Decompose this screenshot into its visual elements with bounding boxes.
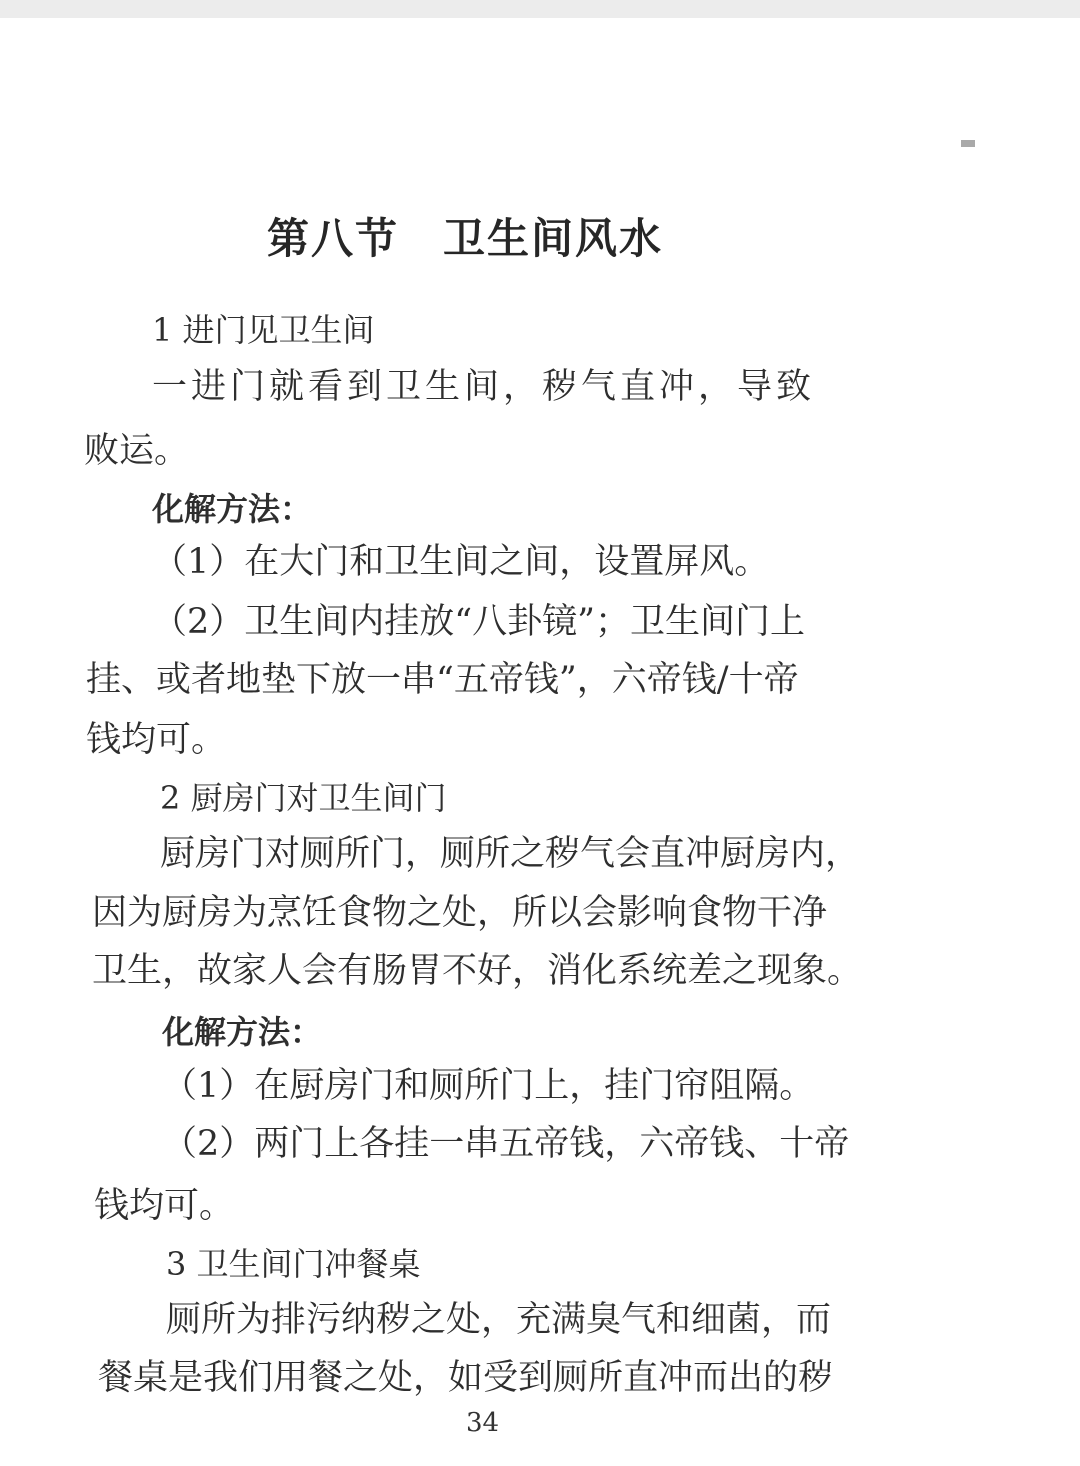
heading-2: 2 厨房门对卫生间门 (160, 779, 447, 817)
body-line: 厨房门对厕所门，厕所之秽气会直冲厨房内， (160, 834, 861, 874)
body-line: （1）在大门和卫生间之间，设置屏风。 (152, 542, 770, 582)
remedy-label: 化解方法： (162, 1013, 323, 1051)
body-line: 钱均可。 (86, 720, 227, 760)
remedy-label: 化解方法： (152, 490, 313, 528)
body-line: 挂、或者地垫下放一串“五帝钱”，六帝钱/十帝 (86, 660, 799, 700)
body-line: （2）卫生间内挂放“八卦镜”；卫生间门上 (152, 602, 806, 642)
body-line: （2）两门上各挂一串五帝钱，六帝钱、十帝 (162, 1124, 850, 1164)
heading-1: 1 进门见卫生间 (152, 311, 375, 349)
page-title: 第八节 卫生间风水 (266, 214, 663, 263)
scan-mark (961, 140, 975, 147)
heading-3: 3 卫生间门冲餐桌 (166, 1245, 421, 1283)
body-line: 因为厨房为烹饪食物之处，所以会影响食物干净 (92, 893, 828, 933)
page-number: 34 (465, 1408, 500, 1438)
body-line: 卫生，故家人会有肠胃不好，消化系统差之现象。 (92, 951, 863, 991)
body-line: 一进门就看到卫生间，秽气直冲，导致 (152, 367, 816, 407)
top-scan-strip (0, 0, 1080, 18)
body-line: （1）在厨房门和厕所门上，挂门帘阻隔。 (162, 1066, 815, 1106)
body-line: 钱均可。 (94, 1186, 235, 1226)
body-line: 餐桌是我们用餐之处，如受到厕所直冲而出的秽 (98, 1358, 834, 1398)
body-line: 败运。 (84, 431, 190, 471)
body-line: 厕所为排污纳秽之处，充满臭气和细菌，而 (166, 1300, 832, 1340)
